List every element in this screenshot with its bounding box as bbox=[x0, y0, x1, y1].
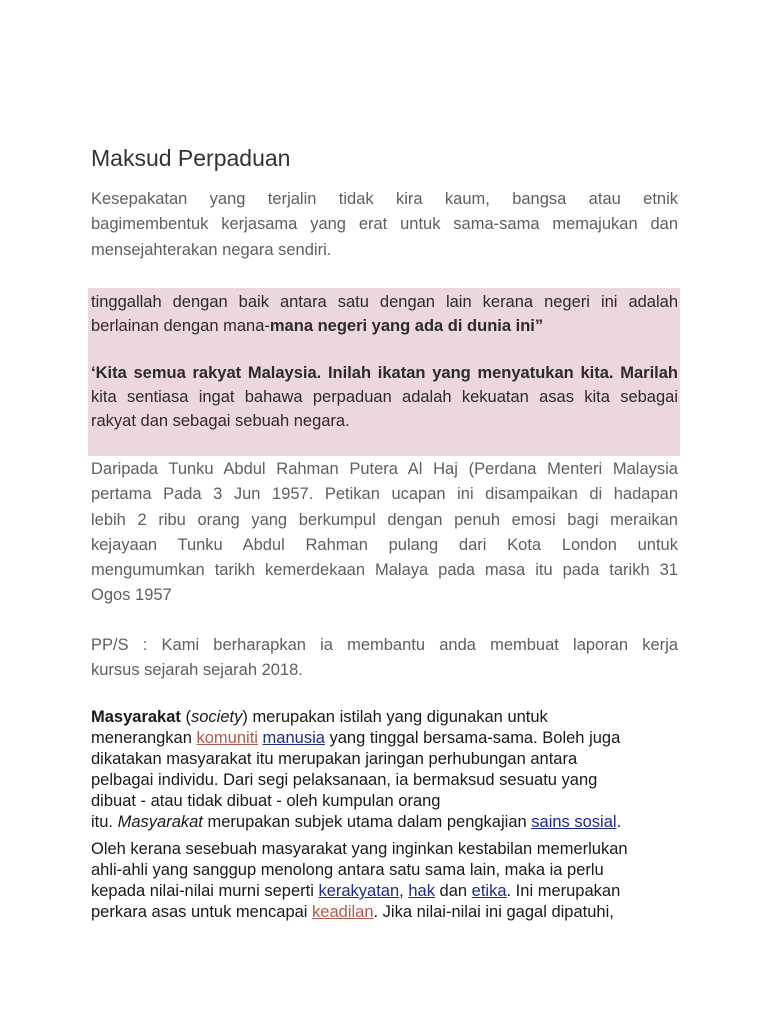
text-fragment: . bbox=[616, 813, 622, 831]
term-masyarakat-italic: Masyarakat bbox=[117, 813, 203, 831]
text-fragment: , bbox=[399, 882, 409, 900]
link-hak[interactable]: hak bbox=[408, 882, 435, 900]
source-line: Daripada Tunku Abdul Rahman Putera Al Haj (Perdana Menteri Malaysia bbox=[91, 460, 678, 478]
quote-line: rakyat dan sebagai sebuah negara. bbox=[91, 412, 350, 430]
quote-line: tinggallah dengan baik antara satu dengan lain kerana negeri ini adalah bbox=[91, 293, 678, 311]
link-manusia[interactable]: manusia bbox=[262, 729, 325, 747]
term-masyarakat: Masyarakat bbox=[91, 708, 181, 726]
kestabilan-paragraph bbox=[91, 839, 681, 923]
text-fragment: dan bbox=[434, 882, 472, 900]
link-sains-sosial[interactable]: sains sosial bbox=[531, 813, 617, 831]
text-fragment: itu. bbox=[91, 813, 118, 831]
text-fragment: yang tinggal bersama-sama. Boleh juga bbox=[324, 729, 621, 747]
definition-line: Kesepakatan yang terjalin tidak kira kaum, bangsa atau etnik bbox=[91, 190, 678, 208]
definition-line: bagimembentuk kerjasama yang erat untuk sama-sama memajukan dan bbox=[91, 215, 678, 234]
text-fragment: ( bbox=[180, 708, 191, 726]
source-line: kejayaan Tunku Abdul Rahman pulang dari Kota London untuk bbox=[91, 535, 678, 554]
source-paragraph bbox=[91, 457, 678, 609]
pps-line: kursus sejarah sejarah 2018. bbox=[91, 661, 303, 680]
masyarakat-line bbox=[91, 812, 681, 833]
source-line: Ogos 1957 bbox=[91, 586, 172, 605]
quote-paragraph-1 bbox=[91, 290, 678, 338]
text-fragment: perkara asas untuk mencapai bbox=[91, 903, 313, 921]
masyarakat-line bbox=[91, 707, 681, 728]
masyarakat-line: pelbagai individu. Dari segi pelaksanaan, ia bermaksud sesuatu yang bbox=[91, 771, 598, 789]
masyarakat-paragraph bbox=[91, 707, 681, 833]
text-fragment: menerangkan bbox=[91, 729, 197, 747]
kestabilan-line bbox=[91, 902, 681, 923]
masyarakat-line: dibuat - atau tidak dibuat - oleh kumpulan orang bbox=[91, 792, 441, 810]
kestabilan-line bbox=[91, 881, 681, 902]
pps-paragraph bbox=[91, 633, 678, 684]
page-title: Maksud Perpaduan bbox=[91, 145, 291, 171]
source-line: mengumumkan tarikh kemerdekaan Malaya pada masa itu pada tarikh 31 bbox=[91, 561, 678, 580]
definition-line: mensejahterakan negara sendiri. bbox=[91, 240, 332, 259]
link-etika[interactable]: etika bbox=[471, 882, 507, 900]
quote-line: kita sentiasa ingat bahawa perpaduan adalah kekuatan asas kita sebagai bbox=[91, 388, 678, 406]
quote-line bbox=[91, 314, 678, 338]
kestabilan-line: ahli-ahli yang sanggup menolong antara satu sama lain, maka ia perlu bbox=[91, 861, 604, 879]
kestabilan-line: Oleh kerana sesebuah masyarakat yang inginkan kestabilan memerlukan bbox=[91, 840, 628, 858]
source-line: pertama Pada 3 Jun 1957. Petikan ucapan ini disampaikan di hadapan bbox=[91, 485, 678, 504]
definition-paragraph bbox=[91, 187, 678, 263]
source-line: lebih 2 ribu orang yang berkumpul dengan penuh emosi bagi meraikan bbox=[91, 510, 678, 529]
text-fragment: . Jika nilai-nilai ini gagal dipatuhi, bbox=[373, 903, 614, 921]
link-kerakyatan[interactable]: kerakyatan bbox=[318, 882, 400, 900]
text-fragment: merupakan subjek utama dalam pengkajian bbox=[202, 813, 532, 831]
quote-text-normal: berlainan dengan mana- bbox=[91, 317, 270, 335]
masyarakat-line: dikatakan masyarakat itu merupakan jaringan perhubungan antara bbox=[91, 750, 578, 768]
quote-paragraph-2 bbox=[91, 361, 678, 433]
quote-text-bold: mana negeri yang ada di dunia ini” bbox=[269, 317, 544, 335]
quote-line bbox=[91, 361, 678, 385]
text-fragment: ) merupakan istilah yang digunakan untuk bbox=[242, 708, 548, 726]
text-fragment: kepada nilai-nilai murni seperti bbox=[91, 882, 319, 900]
text-fragment: . Ini merupakan bbox=[506, 882, 621, 900]
masyarakat-line bbox=[91, 728, 681, 749]
term-society: society bbox=[191, 708, 243, 726]
pps-line: PP/S : Kami berharapkan ia membantu anda membuat laporan kerja bbox=[91, 636, 678, 654]
link-keadilan[interactable]: keadilan bbox=[312, 903, 374, 921]
quote-text-bold: ‘Kita semua rakyat Malaysia. Inilah ikatan yang menyatukan kita. Marilah bbox=[91, 364, 678, 382]
link-komuniti[interactable]: komuniti bbox=[196, 729, 258, 747]
